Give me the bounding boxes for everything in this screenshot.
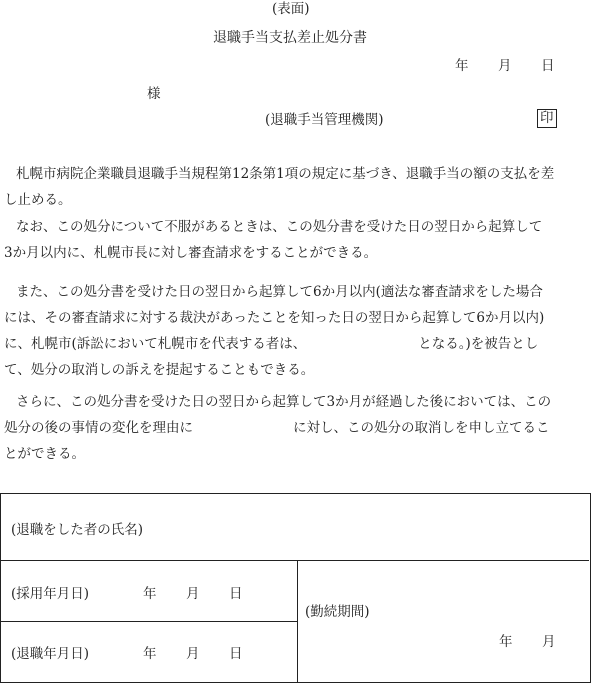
text-line — [4, 415, 588, 441]
column-divider — [297, 560, 298, 682]
hire-year: 年 — [143, 586, 157, 602]
text-line — [4, 331, 588, 357]
text-line: また、この処分書を受けた日の翌日から起算して6か月以内(適法な審査請求をした場合 — [16, 284, 543, 300]
service-period-label: (勤続期間) — [305, 604, 370, 620]
text-line: さらに、この処分書を受けた日の翌日から起算して3か月が経過した後においては、この — [16, 394, 552, 410]
text-line: 3か月以内に、札幌市長に対し審査請求をすることができる。 — [4, 245, 378, 261]
date-month: 月 — [498, 58, 512, 74]
text-line: 札幌市病院企業職員退職手当規程第12条第1項の規定に基づき、退職手当の額の支払を差 — [16, 166, 555, 182]
seal-mark: 印 — [537, 109, 557, 128]
service-year: 年 — [499, 634, 513, 650]
hire-date-label: (採用年月日) — [11, 586, 90, 602]
service-month: 月 — [542, 634, 556, 650]
hire-month: 月 — [186, 586, 200, 602]
hire-day: 日 — [229, 586, 243, 602]
paragraph-4 — [4, 389, 588, 467]
retire-day: 日 — [229, 646, 243, 662]
text-line: とができる。 — [4, 446, 85, 462]
retiree-name-label: (退職をした者の氏名) — [11, 522, 144, 538]
issuer-label: (退職手当管理機関) — [265, 112, 384, 128]
text-segment: 処分の後の事情の変化を理由に — [4, 420, 193, 436]
side-label: (表面) — [272, 1, 310, 17]
text-segment: に対し、この処分の取消しを申し立てるこ — [293, 420, 550, 436]
text-segment: となる。)を被告とし — [418, 336, 539, 352]
retire-date-label: (退職年月日) — [11, 646, 90, 662]
text-line: し止める。 — [4, 192, 72, 208]
row-divider — [1, 621, 297, 622]
date-day: 日 — [541, 58, 555, 74]
text-line: には、その審査請求に対する裁決があったことを知った日の翌日から起算して6か月以内) — [4, 310, 545, 326]
text-segment: に、札幌市(訴訟において札幌市を代表する者は、 — [4, 336, 307, 352]
document-title: 退職手当支払差止処分書 — [213, 30, 367, 46]
row-divider — [1, 560, 589, 561]
paragraph-2 — [4, 214, 588, 266]
text-line: なお、この処分について不服があるときは、この処分書を受けた日の翌日から起算して — [16, 219, 543, 235]
addressee-suffix: 様 — [147, 86, 161, 102]
retiree-info-table — [0, 493, 591, 683]
text-line: て、処分の取消しの訴えを提起することもできる。 — [4, 362, 315, 378]
paragraph-1 — [4, 161, 588, 213]
retire-year: 年 — [143, 646, 157, 662]
paragraph-3 — [4, 279, 588, 383]
retire-month: 月 — [186, 646, 200, 662]
date-year: 年 — [455, 58, 469, 74]
